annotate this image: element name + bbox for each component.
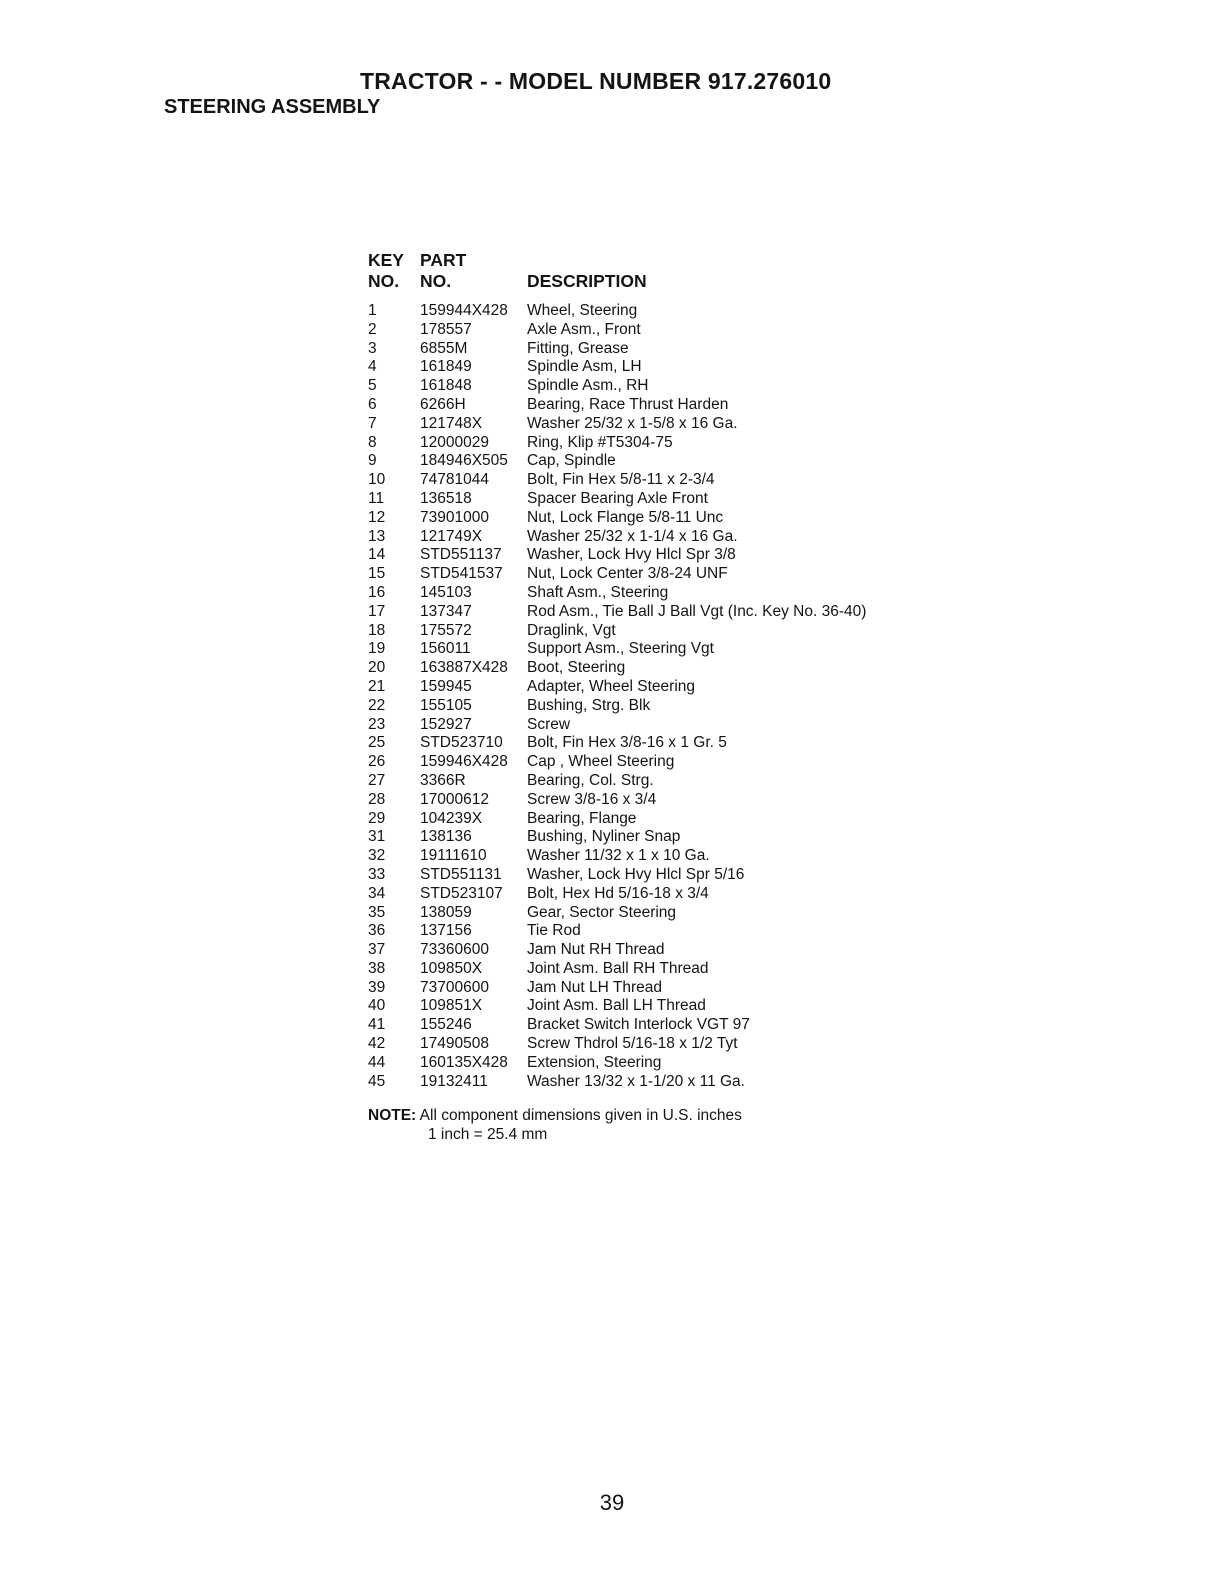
part-description: Washer, Lock Hvy Hlcl Spr 5/16 (527, 865, 745, 883)
note-text: All component dimensions given in U.S. inches (419, 1107, 742, 1124)
key-number: 44 (368, 1053, 386, 1071)
key-number: 42 (368, 1035, 386, 1053)
key-number: 1 (368, 302, 377, 319)
key-number: 41 (368, 1016, 386, 1034)
part-number: 73700600 (420, 978, 489, 996)
part-description: Boot, Steering (527, 659, 626, 677)
part-number: 109850X (420, 959, 483, 977)
part-description: Tie Rod (527, 922, 581, 940)
part-number: 17000612 (420, 790, 489, 808)
table-row (368, 734, 968, 753)
part-number: 74781044 (420, 471, 489, 489)
part-description: Support Asm., Steering Vgt (527, 640, 714, 658)
table-row (368, 753, 968, 772)
table-row (368, 659, 968, 678)
key-number: 3 (368, 339, 377, 357)
table-row (368, 396, 968, 415)
part-description: Jam Nut LH Thread (527, 978, 662, 996)
page-title: TRACTOR - - MODEL NUMBER 917.276010 (360, 68, 832, 94)
table-row (368, 528, 968, 547)
part-description: Draglink, Vgt (527, 621, 616, 639)
table-header-bottom (368, 271, 968, 292)
table-row (368, 584, 968, 603)
part-number: 159946X428 (420, 753, 508, 771)
key-number: 17 (368, 602, 386, 620)
part-number: 161849 (420, 358, 472, 376)
part-description: Washer 13/32 x 1-1/20 x 11 Ga. (527, 1072, 745, 1090)
key-number: 25 (368, 734, 386, 752)
key-number: 9 (368, 452, 377, 470)
part-description: Washer 11/32 x 1 x 10 Ga. (527, 847, 710, 865)
key-number: 7 (368, 414, 377, 432)
table-row (368, 302, 968, 321)
key-number: 4 (368, 358, 377, 376)
table-row (368, 791, 968, 810)
part-description: Bolt, Hex Hd 5/16-18 x 3/4 (527, 884, 709, 902)
part-description: Bolt, Fin Hex 3/8-16 x 1 Gr. 5 (527, 734, 727, 752)
key-number: 10 (368, 471, 386, 489)
key-number: 37 (368, 941, 386, 959)
part-number: 136518 (420, 489, 472, 507)
part-number: 163887X428 (420, 659, 508, 677)
table-row (368, 358, 968, 377)
table-row (368, 772, 968, 791)
part-description: Spindle Asm, LH (527, 358, 642, 376)
table-row (368, 828, 968, 847)
table-row (368, 415, 968, 434)
key-number: 18 (368, 621, 386, 639)
part-description: Screw (527, 715, 571, 733)
part-description: Cap , Wheel Steering (527, 753, 675, 771)
part-description: Spacer Bearing Axle Front (527, 489, 708, 507)
key-number: 23 (368, 715, 386, 733)
part-number: STD523107 (420, 884, 503, 902)
table-row (368, 377, 968, 396)
table-row (368, 979, 968, 998)
table-row (368, 697, 968, 716)
part-number: STD523710 (420, 734, 503, 752)
part-description: Axle Asm., Front (527, 320, 641, 338)
part-number: 121749X (420, 527, 483, 545)
part-number: STD541537 (420, 565, 503, 583)
header-part-no: NO. (420, 271, 452, 291)
table-row (368, 1054, 968, 1073)
key-number: 8 (368, 433, 377, 451)
part-number: 161848 (420, 377, 472, 395)
table-row (368, 1035, 968, 1054)
part-number: 73360600 (420, 941, 489, 959)
key-number: 12 (368, 508, 386, 526)
part-number: 155246 (420, 1016, 472, 1034)
part-number: 121748X (420, 414, 483, 432)
key-number: 40 (368, 997, 386, 1015)
table-row (368, 1073, 968, 1092)
key-number: 19 (368, 640, 386, 658)
key-number: 39 (368, 978, 386, 996)
key-number: 13 (368, 527, 386, 545)
parts-table (368, 250, 968, 1091)
table-row (368, 565, 968, 584)
part-number: 145103 (420, 583, 472, 601)
part-number: 152927 (420, 715, 472, 733)
key-number: 29 (368, 809, 386, 827)
key-number: 2 (368, 320, 377, 338)
key-number: 21 (368, 677, 386, 695)
header-key: KEY (368, 250, 404, 270)
part-number: 159945 (420, 677, 472, 695)
table-row (368, 960, 968, 979)
part-description: Joint Asm. Ball RH Thread (527, 959, 709, 977)
table-row (368, 452, 968, 471)
part-description: Bearing, Col. Strg. (527, 771, 654, 789)
note-label: NOTE: (368, 1107, 417, 1124)
part-description: Nut, Lock Center 3/8-24 UNF (527, 565, 728, 583)
part-number: 184946X505 (420, 452, 508, 470)
table-body (368, 302, 968, 1091)
key-number: 33 (368, 865, 386, 883)
table-row (368, 922, 968, 941)
note-conversion: 1 inch = 25.4 mm (428, 1126, 548, 1143)
table-row (368, 847, 968, 866)
table-row (368, 904, 968, 923)
part-number: 138136 (420, 828, 472, 846)
key-number: 16 (368, 583, 386, 601)
part-number: 19132411 (420, 1072, 488, 1090)
part-number: 160135X428 (420, 1053, 508, 1071)
key-number: 14 (368, 546, 386, 564)
note (368, 1106, 742, 1144)
part-number: 178557 (420, 320, 472, 338)
table-row (368, 490, 968, 509)
part-number: 104239X (420, 809, 483, 827)
table-row (368, 340, 968, 359)
table-row (368, 640, 968, 659)
key-number: 38 (368, 959, 386, 977)
part-number: 138059 (420, 903, 472, 921)
part-number: 175572 (420, 621, 472, 639)
table-row (368, 509, 968, 528)
header-description: DESCRIPTION (527, 271, 647, 291)
part-description: Bracket Switch Interlock VGT 97 (527, 1016, 750, 1034)
section-title: STEERING ASSEMBLY (164, 96, 381, 118)
part-number: 19111610 (420, 847, 487, 865)
part-number: 73901000 (420, 508, 489, 526)
part-description: Bushing, Strg. Blk (527, 696, 651, 714)
table-row (368, 622, 968, 641)
part-description: Screw 3/8-16 x 3/4 (527, 790, 657, 808)
part-description: Bearing, Race Thrust Harden (527, 395, 729, 413)
table-row (368, 678, 968, 697)
key-number: 32 (368, 847, 386, 865)
part-description: Washer 25/32 x 1-1/4 x 16 Ga. (527, 527, 738, 545)
page-number: 39 (599, 1490, 625, 1515)
part-number: 109851X (420, 997, 483, 1015)
part-description: Washer, Lock Hvy Hlcl Spr 3/8 (527, 546, 736, 564)
part-description: Wheel, Steering (527, 302, 638, 319)
table-row (368, 810, 968, 829)
key-number: 22 (368, 696, 386, 714)
table-row (368, 321, 968, 340)
part-description: Ring, Klip #T5304-75 (527, 433, 673, 451)
part-description: Cap, Spindle (527, 452, 616, 470)
table-row (368, 434, 968, 453)
key-number: 31 (368, 828, 386, 846)
table-row (368, 546, 968, 565)
part-description: Nut, Lock Flange 5/8-11 Unc (527, 508, 724, 526)
key-number: 45 (368, 1072, 386, 1090)
table-row (368, 941, 968, 960)
part-number: 159944X428 (420, 302, 508, 319)
header-part: PART (420, 250, 467, 270)
key-number: 34 (368, 884, 386, 902)
part-number: 137347 (420, 602, 472, 620)
table-row (368, 603, 968, 622)
key-number: 20 (368, 659, 386, 677)
part-description: Bearing, Flange (527, 809, 637, 827)
key-number: 6 (368, 395, 377, 413)
part-number: STD551137 (420, 546, 502, 564)
table-row (368, 1016, 968, 1035)
key-number: 15 (368, 565, 386, 583)
key-number: 27 (368, 771, 386, 789)
table-row (368, 885, 968, 904)
part-description: Fitting, Grease (527, 339, 629, 357)
key-number: 11 (368, 489, 385, 507)
part-description: Shaft Asm., Steering (527, 583, 669, 601)
key-number: 36 (368, 922, 386, 940)
table-row (368, 997, 968, 1016)
key-number: 28 (368, 790, 386, 808)
table-row (368, 866, 968, 885)
part-number: STD551131 (420, 865, 502, 883)
part-number: 155105 (420, 696, 472, 714)
part-number: 6266H (420, 395, 466, 413)
part-number: 3366R (420, 771, 466, 789)
part-description: Rod Asm., Tie Ball J Ball Vgt (Inc. Key No. 36-40) (527, 602, 867, 620)
table-row (368, 471, 968, 490)
key-number: 5 (368, 377, 377, 395)
part-number: 6855M (420, 339, 468, 357)
table-header-top (368, 250, 968, 271)
part-description: Extension, Steering (527, 1053, 662, 1071)
part-description: Washer 25/32 x 1-5/8 x 16 Ga. (527, 414, 738, 432)
part-description: Joint Asm. Ball LH Thread (527, 997, 706, 1015)
part-description: Adapter, Wheel Steering (527, 677, 696, 695)
part-number: 12000029 (420, 433, 489, 451)
part-description: Bolt, Fin Hex 5/8-11 x 2-3/4 (527, 471, 715, 489)
part-number: 156011 (420, 640, 471, 658)
part-description: Gear, Sector Steering (527, 903, 677, 921)
part-description: Jam Nut RH Thread (527, 941, 665, 959)
part-description: Bushing, Nyliner Snap (527, 828, 681, 846)
part-number: 17490508 (420, 1035, 489, 1053)
header-key-no: NO. (368, 271, 400, 291)
key-number: 26 (368, 753, 386, 771)
key-number: 35 (368, 903, 386, 921)
part-description: Screw Thdrol 5/16-18 x 1/2 Tyt (527, 1035, 738, 1053)
part-description: Spindle Asm., RH (527, 377, 649, 395)
part-number: 137156 (420, 922, 472, 940)
table-row (368, 716, 968, 735)
